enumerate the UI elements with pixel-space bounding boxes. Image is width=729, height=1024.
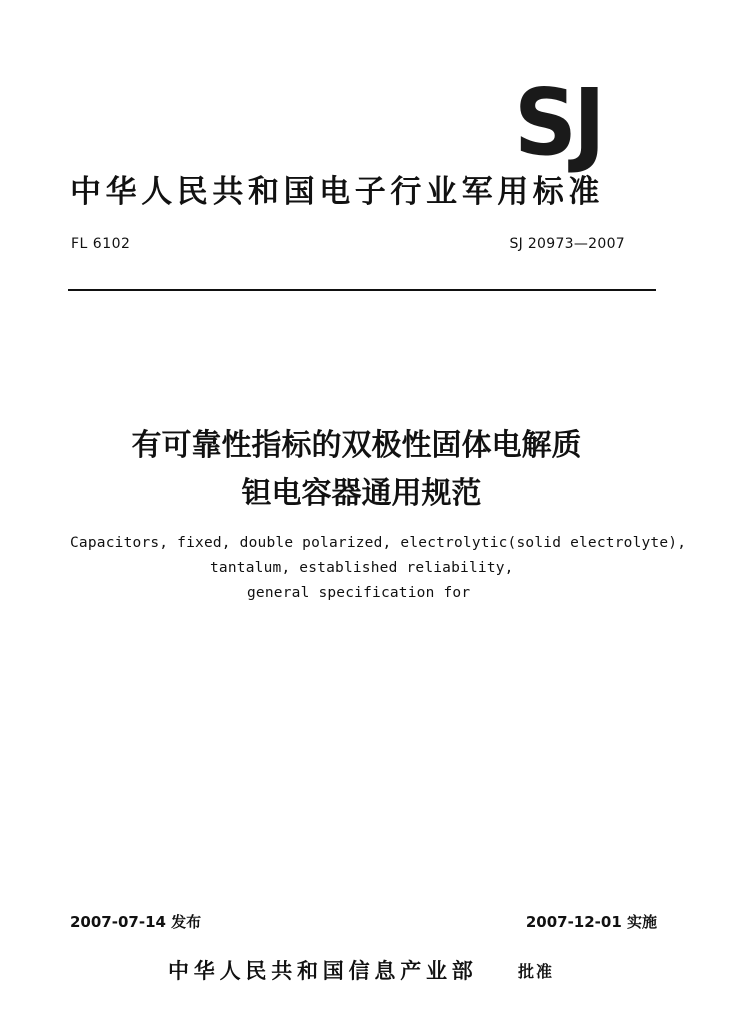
implementation-date: 2007-12-01 实施 xyxy=(525,913,657,931)
standard-number: SJ 20973—2007 xyxy=(509,236,625,252)
english-title-line-2: tantalum, established reliability, xyxy=(210,560,514,576)
chinese-title-line-2: 钽电容器通用规范 xyxy=(241,476,482,511)
issue-date: 2007-07-14 发布 xyxy=(70,913,202,931)
standard-category-title: 中华人民共和国电子行业军用标准 xyxy=(70,174,604,210)
issuing-ministry: 中华人民共和国信息产业部 xyxy=(168,959,478,983)
sj-logo: SJ xyxy=(514,69,602,176)
header-divider xyxy=(68,289,656,291)
chinese-title-line-1: 有可靠性指标的双极性固体电解质 xyxy=(131,428,582,463)
approve-label: 批准 xyxy=(518,962,555,981)
english-title-line-3: general specification for xyxy=(247,585,471,601)
classification-code: FL 6102 xyxy=(71,236,131,252)
english-title-line-1: Capacitors, fixed, double polarized, electrolytic(solid electrolyte), xyxy=(70,535,687,551)
